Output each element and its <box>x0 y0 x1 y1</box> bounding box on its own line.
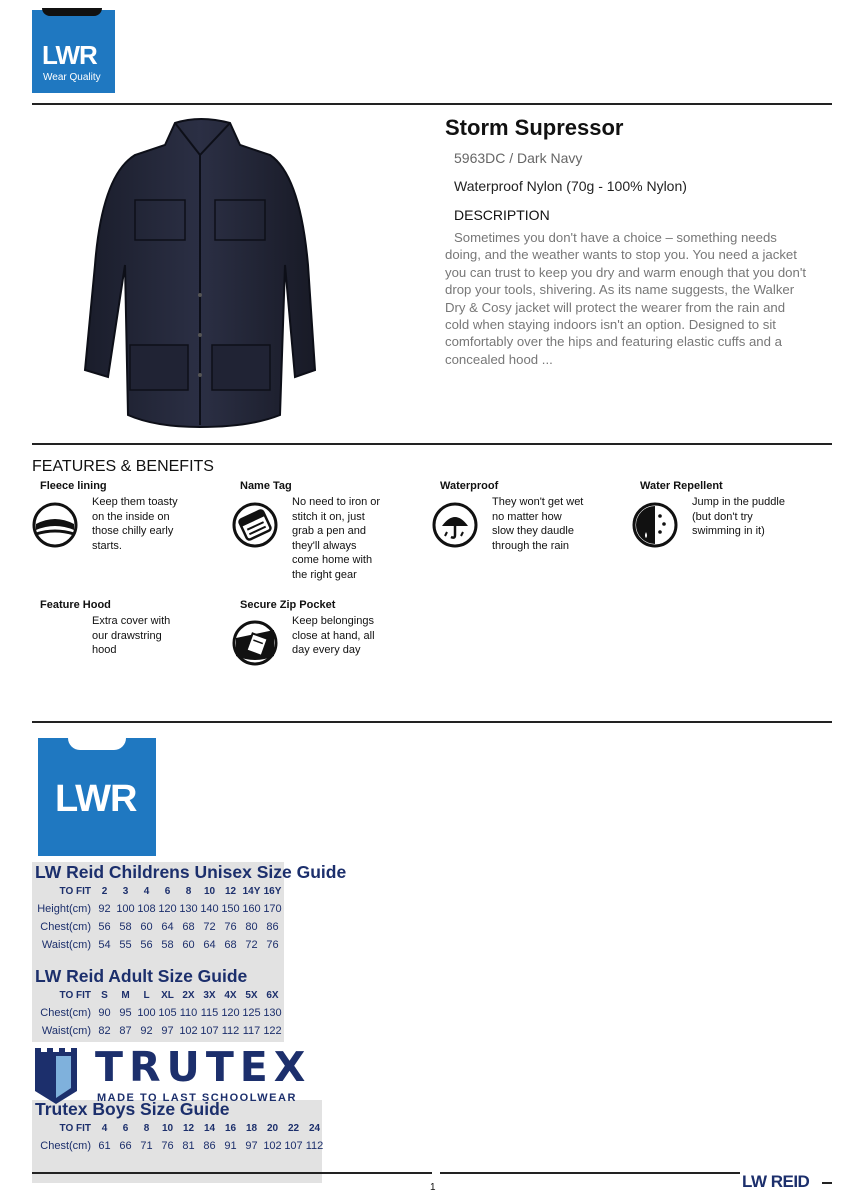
table-header-cell: 22 <box>287 1122 300 1134</box>
table-cell: 105 <box>158 1007 177 1019</box>
table-row <box>32 936 283 954</box>
feature-text <box>92 614 192 658</box>
product-sku-color: 5963DC / Dark Navy <box>454 150 583 166</box>
table-header-cell: 20 <box>266 1122 279 1134</box>
table-cell: 150 <box>221 903 240 915</box>
table-cell: 56 <box>98 921 111 933</box>
table-header-cell: S <box>101 989 108 1001</box>
table-header-cell: 16 <box>224 1122 237 1134</box>
table-cell: 66 <box>119 1140 132 1152</box>
trutex-shield-icon <box>33 1046 79 1106</box>
table-header-cell: 14 <box>203 1122 216 1134</box>
table-header-cell: 2 <box>101 885 108 897</box>
table-cell: 64 <box>203 939 216 951</box>
logo-text: LWR <box>55 778 137 820</box>
table-header-cell: 3X <box>203 989 216 1001</box>
feature-line: (but don't try <box>692 510 753 523</box>
table-cell: 64 <box>161 921 174 933</box>
feature-line: no matter how <box>492 510 562 523</box>
table-header-label: TO FIT <box>59 885 91 897</box>
fleece-icon <box>32 502 78 548</box>
table-cell: 58 <box>161 939 174 951</box>
section-divider <box>32 443 832 445</box>
table-cell: 115 <box>200 1007 219 1019</box>
table-header-cell: 6X <box>266 989 279 1001</box>
header-divider <box>32 103 832 105</box>
table-cell: 107 <box>284 1140 303 1152</box>
water-repellent-icon <box>632 502 678 548</box>
table-header-cell: 2X <box>182 989 195 1001</box>
table-cell: 55 <box>119 939 132 951</box>
table-cell: 100 <box>116 903 135 915</box>
size-guide-title: Trutex Boys Size Guide <box>35 1099 230 1119</box>
table-header-row <box>32 1119 325 1137</box>
feature-line: starts. <box>92 539 122 552</box>
table-header-cell: 6 <box>122 1122 129 1134</box>
table-cell: 92 <box>98 903 111 915</box>
table-cell: 95 <box>119 1007 132 1019</box>
logo-tagline: Wear Quality <box>43 72 101 83</box>
table-header-cell: 4X <box>224 989 237 1001</box>
table-header-cell: 4 <box>101 1122 108 1134</box>
table-header-label: TO FIT <box>59 989 91 1001</box>
feature-text <box>492 495 592 553</box>
table-header-cell: 12 <box>224 885 237 897</box>
feature-line: swimming in it) <box>692 525 765 538</box>
table-header-cell: XL <box>161 989 174 1001</box>
feature-title: Fleece lining <box>40 480 107 492</box>
umbrella-icon <box>432 502 478 548</box>
feature-text <box>292 495 392 583</box>
section-divider <box>32 721 832 723</box>
lwr-logo <box>32 10 115 93</box>
description-line: doing, and the weather wants to stop you. You need a jacket <box>445 247 797 263</box>
feature-title: Name Tag <box>240 480 292 492</box>
feature-line: Keep belongings <box>292 615 374 627</box>
table-cell: 130 <box>179 903 198 915</box>
table-cell: 125 <box>242 1007 261 1019</box>
product-image <box>80 115 320 433</box>
trutex-tagline: MADE TO LAST SCHOOLWEAR <box>97 1092 297 1104</box>
page-number: 1 <box>430 1182 436 1193</box>
feature-title: Secure Zip Pocket <box>240 599 336 611</box>
table-cell: 160 <box>242 903 261 915</box>
table-cell: 71 <box>140 1140 153 1152</box>
table-header-cell: 5X <box>245 989 258 1001</box>
table-header-cell: 3 <box>122 885 129 897</box>
table-cell: 82 <box>98 1025 111 1037</box>
table-header-cell: 14Y <box>242 885 261 897</box>
description-line: comfortably over the hips and featuring elastic cuffs and a <box>445 334 782 350</box>
feature-line: day every day <box>292 644 361 657</box>
lwr-logo-large <box>38 738 156 856</box>
table-header-row <box>32 882 283 900</box>
table-cell: 91 <box>224 1140 237 1152</box>
table-cell: 102 <box>263 1140 282 1152</box>
description-line: concealed hood ... <box>445 351 553 367</box>
table-cell: 54 <box>98 939 111 951</box>
feature-line: Extra cover with <box>92 615 171 627</box>
table-header-cell: 8 <box>143 1122 150 1134</box>
feature-text <box>692 495 792 539</box>
table-cell: 120 <box>221 1007 240 1019</box>
table-header-cell: 10 <box>161 1122 174 1134</box>
table-cell: 140 <box>200 903 219 915</box>
table-header-cell: 24 <box>308 1122 321 1134</box>
table-cell: 102 <box>179 1025 198 1037</box>
feature-title: Water Repellent <box>640 480 723 492</box>
row-label: Chest(cm) <box>40 1140 91 1152</box>
feature-title: Feature Hood <box>40 599 111 611</box>
table-cell: 117 <box>242 1025 261 1037</box>
feature-line: close at hand, all <box>292 629 375 642</box>
feature-line: those chilly early <box>92 525 174 538</box>
size-table-adult <box>32 986 283 1040</box>
row-label: Chest(cm) <box>40 1007 91 1019</box>
trutex-wordmark: TRUTEX <box>95 1043 312 1091</box>
table-cell: 108 <box>137 903 156 915</box>
table-cell: 76 <box>266 939 279 951</box>
row-label: Waist(cm) <box>41 939 91 951</box>
product-description <box>445 229 835 368</box>
table-row <box>32 1004 283 1022</box>
table-header-cell: 4 <box>143 885 150 897</box>
feature-line: Jump in the puddle <box>692 496 785 508</box>
feature-line: No need to iron or <box>292 496 381 508</box>
description-line: drop your tools, shivering. As its name suggests, the Walker <box>445 282 795 298</box>
table-header-label: TO FIT <box>59 1122 91 1134</box>
feature-line: stitch it on, just <box>292 510 365 523</box>
size-guide-title: LW Reid Adult Size Guide <box>35 966 248 986</box>
zip-pocket-icon <box>232 620 278 666</box>
description-line: you can trust to keep you dry and warm enough that you don't <box>445 264 807 280</box>
table-cell: 81 <box>182 1140 195 1152</box>
feature-text <box>292 614 392 658</box>
table-cell: 68 <box>224 939 237 951</box>
size-table-boys <box>32 1119 325 1155</box>
table-row <box>32 1137 325 1155</box>
table-cell: 97 <box>245 1140 258 1152</box>
table-cell: 130 <box>263 1007 282 1019</box>
product-fabric: Waterproof Nylon (70g - 100% Nylon) <box>454 178 687 194</box>
logo-text: LWR <box>42 40 97 70</box>
size-guide-title: LW Reid Childrens Unisex Size Guide <box>35 862 347 882</box>
feature-line: come home with <box>292 554 373 567</box>
table-cell: 120 <box>158 903 177 915</box>
feature-line: Keep them toasty <box>92 496 178 508</box>
table-cell: 76 <box>161 1140 174 1152</box>
table-cell: 58 <box>119 921 132 933</box>
table-cell: 72 <box>245 939 258 951</box>
table-cell: 97 <box>161 1025 174 1037</box>
product-title: Storm Supressor <box>445 115 624 140</box>
table-cell: 60 <box>140 921 153 933</box>
row-label: Waist(cm) <box>41 1025 91 1037</box>
feature-line: They won't get wet <box>492 496 584 508</box>
feature-title: Waterproof <box>440 480 499 492</box>
table-header-cell: 8 <box>185 885 192 897</box>
table-row <box>32 1022 283 1040</box>
row-label: Height(cm) <box>37 903 91 915</box>
description-line: Dry & Cosy jacket will protect the wearer from the rain and <box>445 299 786 315</box>
table-row <box>32 900 283 918</box>
size-table-children <box>32 882 283 954</box>
feature-line: on the inside on <box>92 510 170 523</box>
table-cell: 61 <box>98 1140 111 1152</box>
table-cell: 60 <box>182 939 195 951</box>
footer-divider <box>440 1172 740 1174</box>
feature-line: grab a pen and <box>292 525 367 538</box>
table-cell: 92 <box>140 1025 153 1037</box>
table-header-cell: 6 <box>164 885 171 897</box>
footer-divider <box>32 1172 432 1174</box>
feature-line: slow they daudle <box>492 525 574 538</box>
feature-line: through the rain <box>492 539 570 552</box>
table-header-row <box>32 986 283 1004</box>
table-cell: 110 <box>179 1007 198 1019</box>
table-cell: 56 <box>140 939 153 951</box>
table-header-cell: L <box>143 989 150 1001</box>
table-header-cell: 10 <box>203 885 216 897</box>
table-cell: 90 <box>98 1007 111 1019</box>
lw-reid-footer-logo: LW REID <box>742 1172 810 1191</box>
feature-line: they'll always <box>292 539 357 552</box>
table-cell: 112 <box>305 1140 324 1152</box>
footer-divider <box>822 1182 832 1184</box>
table-cell: 86 <box>203 1140 216 1152</box>
table-cell: 112 <box>221 1025 240 1037</box>
feature-line: the right gear <box>292 568 357 581</box>
table-cell: 86 <box>266 921 279 933</box>
table-header-cell: 16Y <box>263 885 282 897</box>
description-line: Sometimes you don't have a choice – something needs <box>454 230 777 245</box>
table-cell: 72 <box>203 921 216 933</box>
table-cell: 170 <box>263 903 282 915</box>
table-cell: 76 <box>224 921 237 933</box>
features-heading: FEATURES & BENEFITS <box>32 458 214 475</box>
feature-line: our drawstring <box>92 629 162 642</box>
description-line: cold when staying indoors isn't an option. Designed to sit <box>445 317 776 333</box>
table-header-cell: 12 <box>182 1122 195 1134</box>
feature-text <box>92 495 192 553</box>
table-header-cell: M <box>121 989 130 1001</box>
row-label: Chest(cm) <box>40 921 91 933</box>
table-cell: 87 <box>119 1025 132 1037</box>
table-cell: 100 <box>137 1007 156 1019</box>
table-cell: 107 <box>200 1025 219 1037</box>
table-cell: 68 <box>182 921 195 933</box>
table-cell: 80 <box>245 921 258 933</box>
table-header-cell: 18 <box>245 1122 258 1134</box>
name-tag-icon <box>232 502 278 548</box>
table-row <box>32 918 283 936</box>
description-heading: DESCRIPTION <box>454 207 550 223</box>
table-cell: 122 <box>263 1025 282 1037</box>
feature-line: hood <box>92 644 117 657</box>
